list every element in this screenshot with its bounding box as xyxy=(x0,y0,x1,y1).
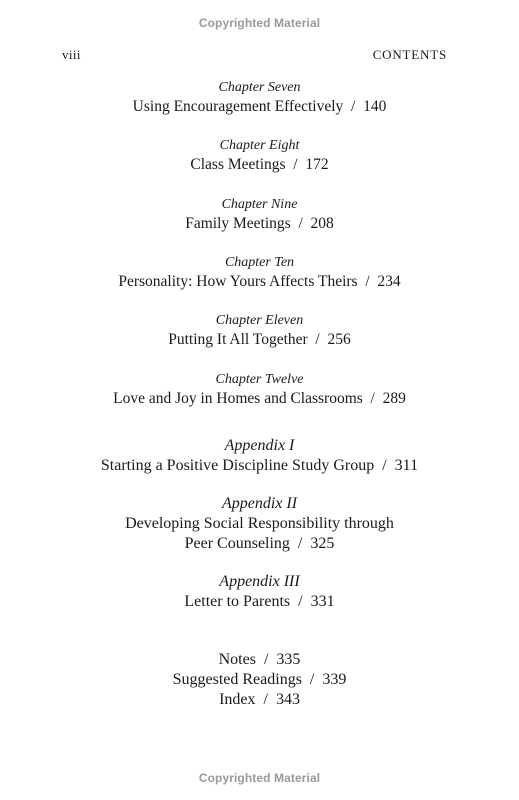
chapter-label: Chapter Ten xyxy=(224,255,295,270)
page-number: viii xyxy=(62,47,81,62)
chapter-label: Chapter Twelve xyxy=(215,372,304,387)
chapter-entry xyxy=(0,79,519,117)
chapter-title: Family Meetings / 208 xyxy=(185,215,334,232)
chapter-label: Chapter Eight xyxy=(219,138,300,153)
running-head-title: CONTENTS xyxy=(372,47,447,62)
back-matter-item: Index / 343 xyxy=(219,691,300,708)
chapter-title: Personality: How Yours Affects Theirs / 234 xyxy=(118,273,401,290)
chapter-title: Love and Joy in Homes and Classrooms / 289 xyxy=(113,390,406,407)
back-matter-item: Suggested Readings / 339 xyxy=(172,671,347,688)
appendix-title-line: Peer Counseling / 325 xyxy=(184,535,335,552)
chapter-entry xyxy=(0,196,519,234)
watermark-bottom: Copyrighted Material xyxy=(198,771,321,785)
chapter-label: Chapter Eleven xyxy=(215,313,304,328)
back-matter xyxy=(0,650,519,710)
chapter-label: Chapter Seven xyxy=(218,80,301,95)
appendix-entry xyxy=(0,572,519,612)
appendix-entry xyxy=(0,494,519,554)
appendix-title-line: Developing Social Responsibility through xyxy=(125,515,394,532)
appendix-label: Appendix I xyxy=(224,437,295,454)
appendix-entry xyxy=(0,436,519,476)
appendix-label: Appendix III xyxy=(219,573,300,590)
chapter-entry xyxy=(0,254,519,292)
chapter-title: Putting It All Together / 256 xyxy=(168,331,351,348)
appendix-title: Starting a Positive Discipline Study Group / 311 xyxy=(100,457,419,474)
appendix-title: Letter to Parents / 331 xyxy=(184,593,335,610)
chapter-title: Using Encouragement Effectively / 140 xyxy=(132,98,387,115)
back-matter-item: Notes / 335 xyxy=(218,651,301,668)
chapter-entry xyxy=(0,312,519,350)
chapter-entry xyxy=(0,371,519,409)
chapter-title: Class Meetings / 172 xyxy=(190,156,329,173)
appendix-label: Appendix II xyxy=(221,495,298,512)
chapter-entry xyxy=(0,137,519,175)
chapter-label: Chapter Nine xyxy=(221,197,298,212)
watermark-top: Copyrighted Material xyxy=(198,16,321,30)
